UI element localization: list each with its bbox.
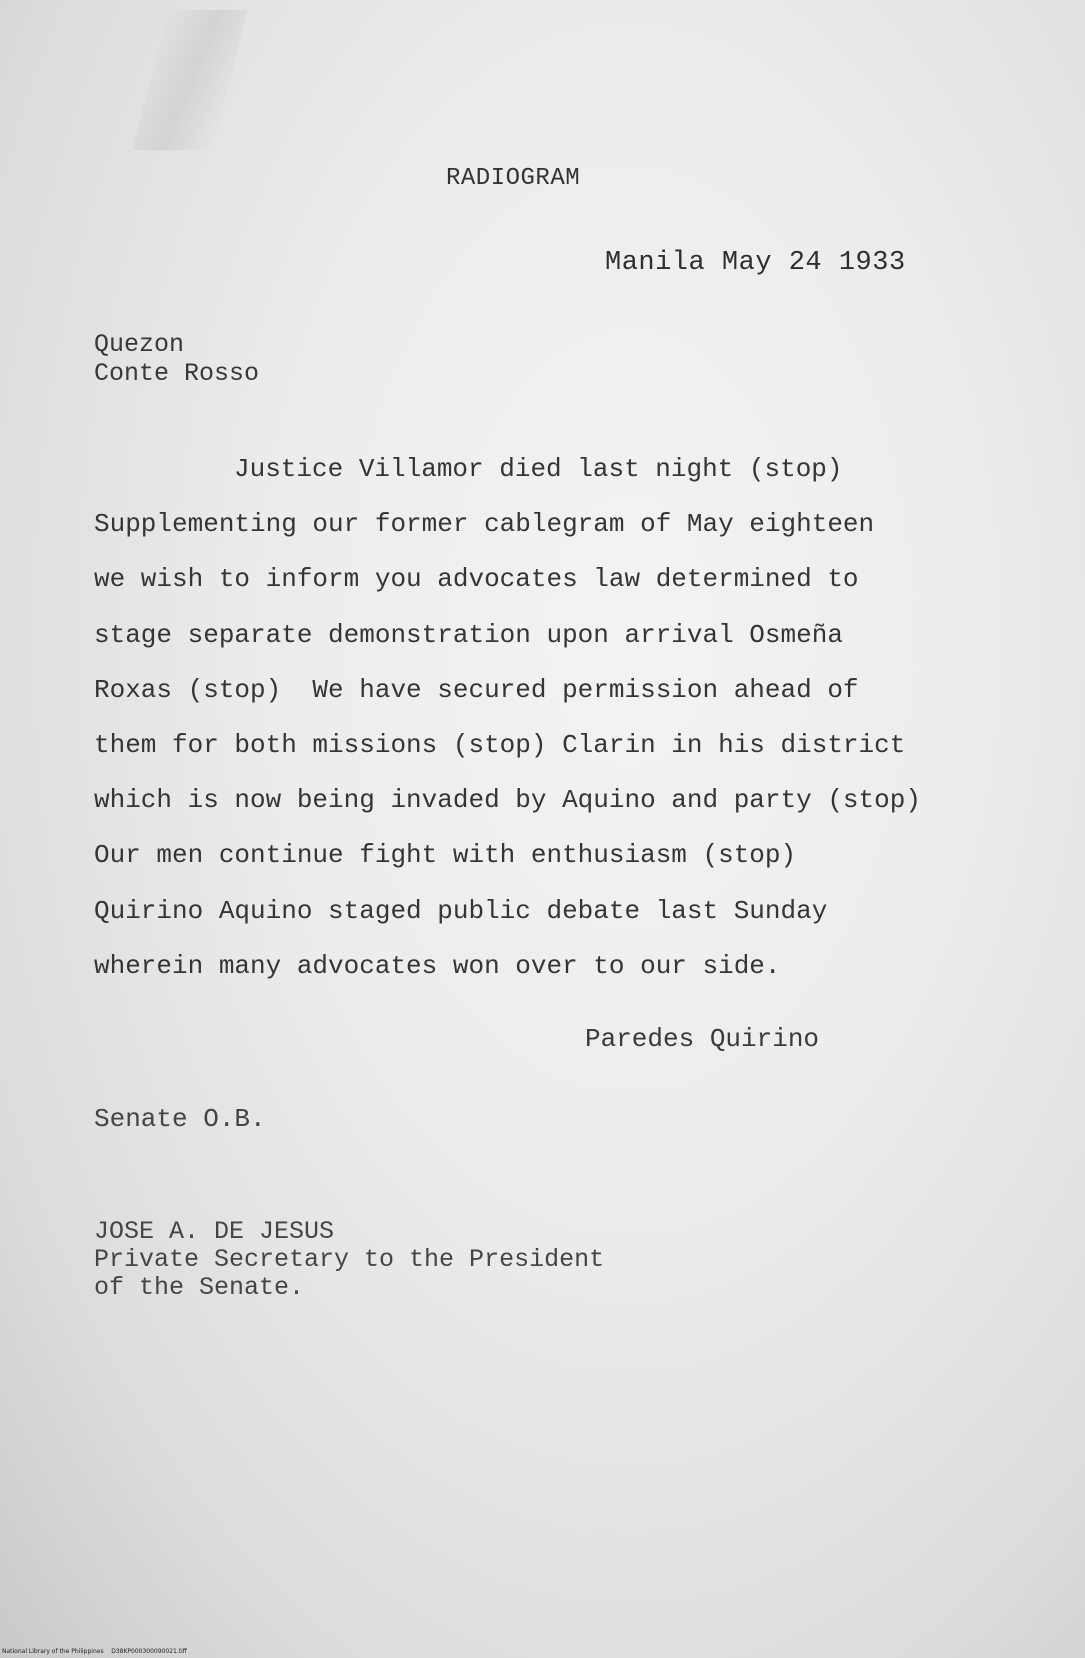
body-line: which is now being invaded by Aquino and party (stop) [94,785,921,816]
recipient-name: Quezon [94,330,185,359]
signature: Paredes Quirino [585,1024,820,1054]
body-line: stage separate demonstration upon arrival Osmeña [94,619,843,650]
body-line: wherein many advocates won over to our side. [94,950,781,981]
body-line: them for both missions (stop) Clarin in his district [94,730,906,761]
sender-block [94,1218,604,1302]
body-line: Roxas (stop) We have secured permission ahead of [94,674,859,705]
scan-smudge [133,10,248,150]
archive-institution: National Library of the Philippines [2,1648,104,1655]
archive-file: D38KP000300090021.tiff [111,1648,187,1655]
body-line: Our men continue fight with enthusiasm (stop) [94,840,797,871]
body-line: Justice Villamor died last night (stop) [234,454,843,484]
body-line: Supplementing our former cablegram of May eighteen [94,509,875,540]
office-reference: Senate O.B. [94,1104,266,1134]
body-line: we wish to inform you advocates law determined to [94,564,859,595]
recipient-location: Conte Rosso [94,359,260,388]
archive-tag [2,1648,187,1655]
sender-title-continued: of the Senate. [94,1273,305,1302]
message-body [94,442,1054,994]
dateline: Manila May 24 1933 [605,248,906,278]
recipient-address [94,330,259,388]
document-title: RADIOGRAM [446,165,581,192]
sender-title: Private Secretary to the President [94,1245,605,1274]
body-line: Quirino Aquino staged public debate last Sunday [94,895,828,926]
sender-name: JOSE A. DE JESUS [94,1217,335,1246]
